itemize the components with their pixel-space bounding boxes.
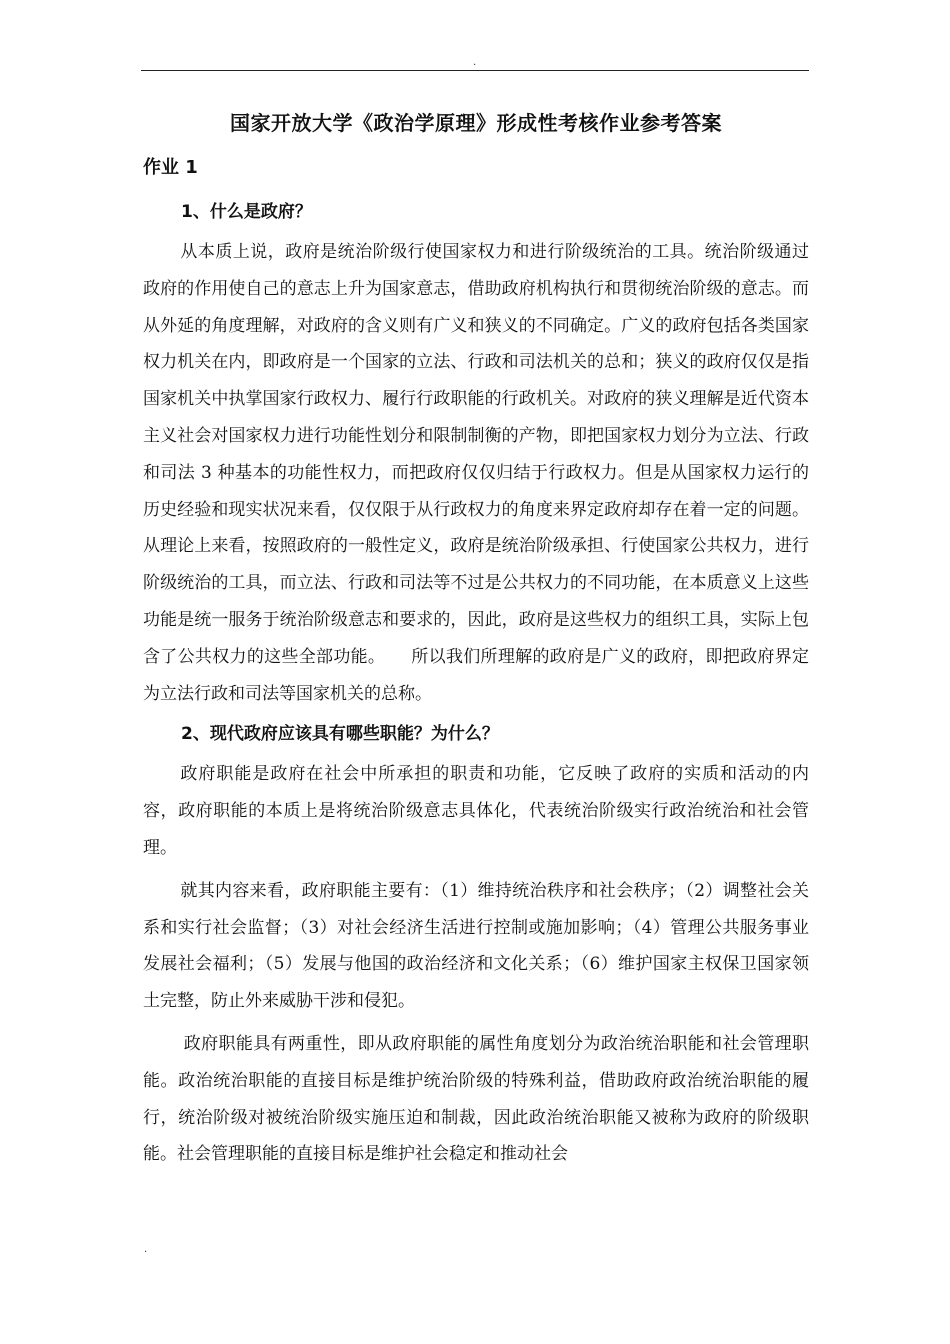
question-2-heading: 2、现代政府应该具有哪些职能？为什么？ bbox=[181, 724, 499, 745]
header-rule bbox=[141, 70, 809, 71]
document-title: 国家开放大学《政治学原理》形成性考核作业参考答案 bbox=[230, 111, 722, 135]
footer-dot: . bbox=[144, 1244, 148, 1255]
question-2-answer-paragraph-2: 就其内容来看，政府职能主要有：（1）维持统治秩序和社会秩序；（2）调整社会关系和实行社会监督；（3）对社会经济生活进行控制或施加影响；（4）管理公共服务事业发展社会福利；（5）发展与他国的政治经济和文化关系；（6）维护国家主权保卫国家领土完整，防止外来威胁干涉和侵犯。 bbox=[143, 880, 809, 1012]
question-1-heading: 1、什么是政府？ bbox=[181, 202, 312, 222]
assignment-heading: 作业 1 bbox=[143, 157, 198, 178]
header-dot: . bbox=[473, 57, 477, 68]
question-1-answer-paragraph: 从本质上说，政府是统治阶级行使国家权力和进行阶级统治的工具。统治阶级通过政府的作用使自己的意志上升为国家意志，借助政府机构执行和贯彻统治阶级的意志。而从外延的角度理解，对政府的含义则有广义和狭义的不同确定。广义的政府包括各类国家权力机关在内，即政府是一个国家的立法、行政和司法机关的总和；狭义的政府仅仅是指国家机关中执掌国家行政权力、履行行政职能的行政机关。对政府的狭义理解是近代资本主义社会对国家权力进行功能性划分和限制制衡的产物，即把国家权力划分为立法、行政和司法 3 种基本的功能性权力，而把政府仅仅归结于行政权力。但是从国家权力运行的历史经验和现实状况来看，仅仅限于从行政权力的角度来界定政府却存在着一定的问题。从理论上来看，按照政府的一般性定义，政府是统治阶级承担、行使国家公共权力，进行阶级统治的工具，而立法、行政和司法等不过是公共权力的不同功能，在本质意义上这些功能是统一服务于统治阶级意志和要求的，因此，政府是这些权力的组织工具，实际上包含了公共权力的这些全部功能。 所以我们所理解的政府是广义的政府，即把政府界定为立法行政和司法等国家机关的总称。 bbox=[143, 242, 809, 704]
question-2-answer-paragraph-3: 政府职能具有两重性，即从政府职能的属性角度划分为政治统治职能和社会管理职能。政治统治职能的直接目标是维护统治阶级的特殊利益，借助政府政治统治职能的履行，统治阶级对被统治阶级实施压迫和制裁，因此政治统治职能又被称为政府的阶级职能。社会管理职能的直接目标是维护社会稳定和推动社会 bbox=[143, 1033, 809, 1165]
document-body bbox=[143, 100, 809, 1173]
question-2-answer-paragraph-1: 政府职能是政府在社会中所承担的职责和功能，它反映了政府的实质和活动的内容，政府职能的本质上是将统治阶级意志具体化，代表统治阶级实行政治统治和社会管理。 bbox=[143, 764, 809, 858]
